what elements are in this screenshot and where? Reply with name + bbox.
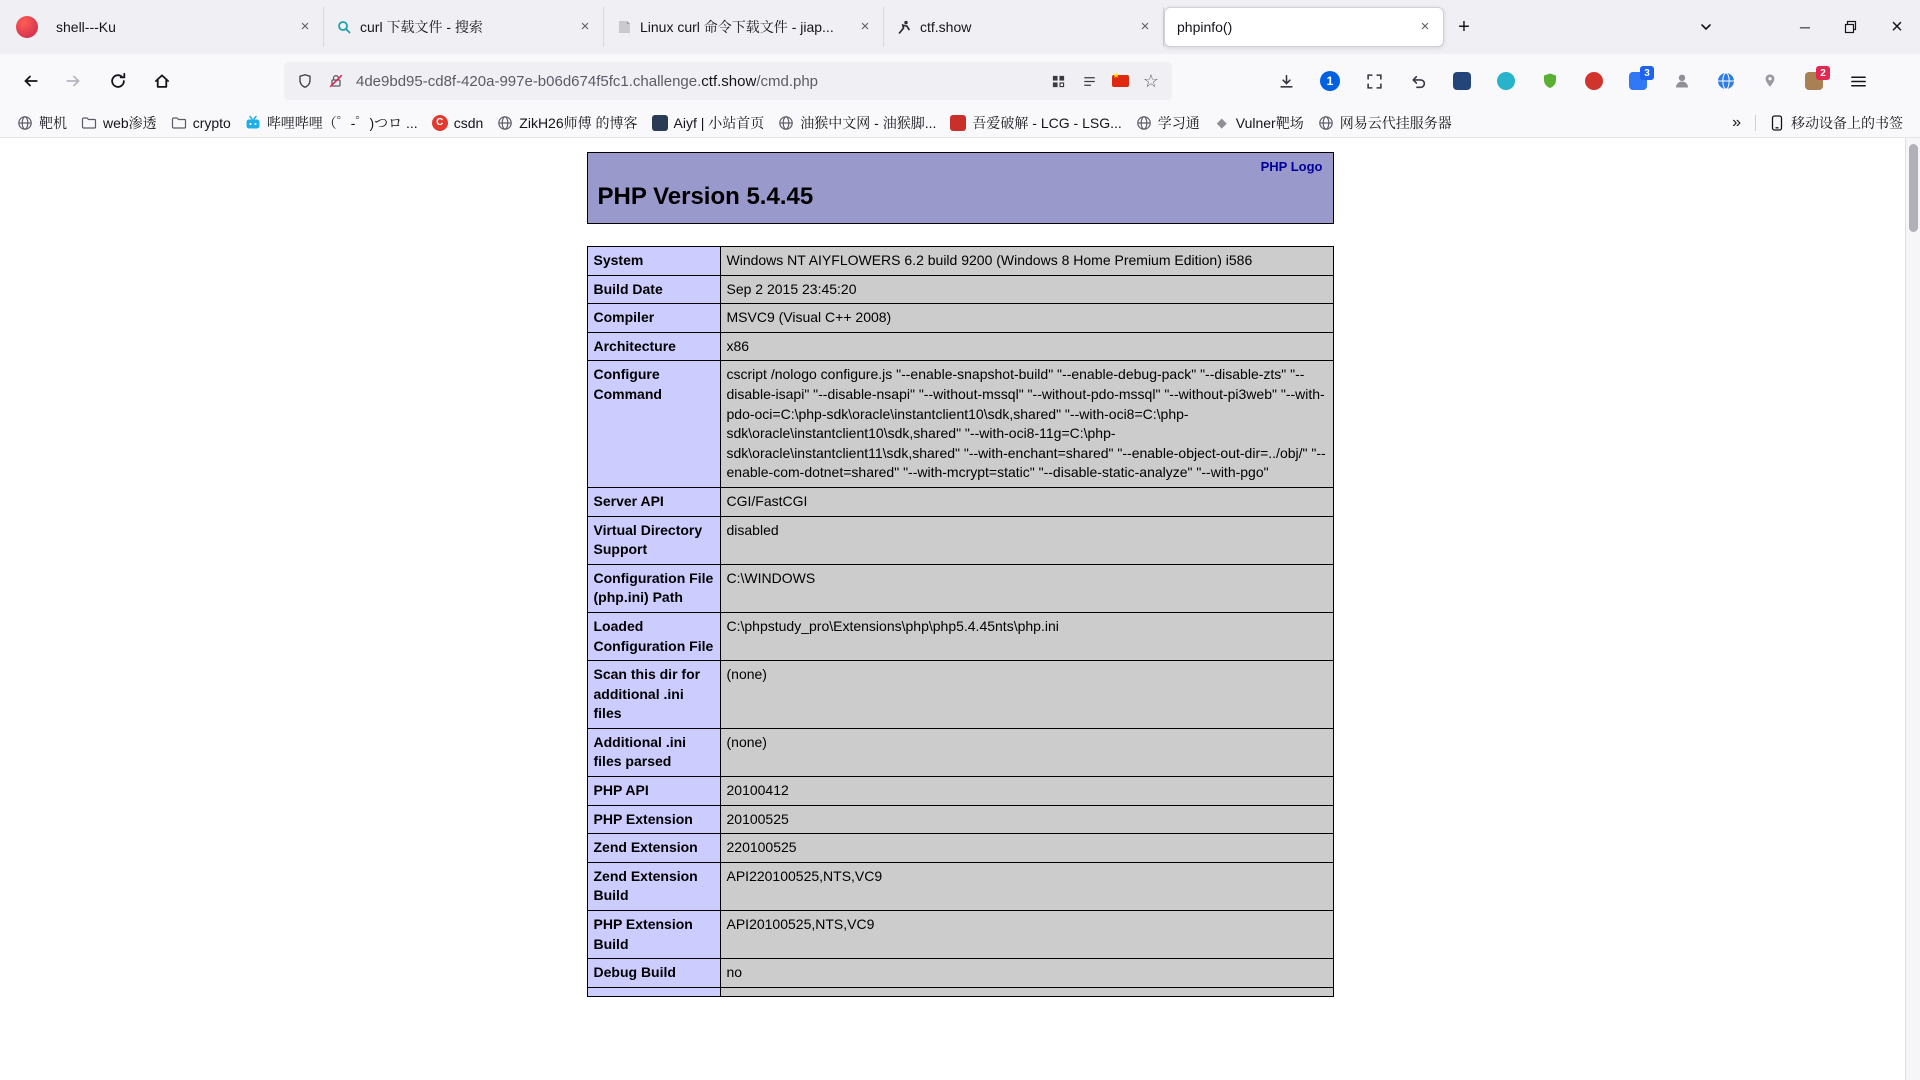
home-icon [153, 72, 171, 90]
bookmark-label: 靶机 [39, 114, 67, 131]
php-info-value: disabled [720, 516, 1333, 564]
green-shield-icon [1541, 72, 1559, 90]
bookmark-item-csdn[interactable] [425, 112, 491, 134]
php-info-label: Scan this dir for additional .ini files [587, 661, 720, 729]
download-icon [1278, 73, 1295, 90]
php-info-row [587, 862, 1333, 910]
globe-icon [17, 115, 33, 131]
bookmark-label: Aiyf | 小站首页 [673, 114, 765, 131]
php-info-label: Debug Build [587, 959, 720, 988]
crop-icon [1366, 73, 1383, 90]
php-info-label: Configure Command [587, 361, 720, 488]
php-info-row [587, 564, 1333, 612]
php-info-value: Windows NT AIYFLOWERS 6.2 build 9200 (Windows 8 Home Premium Edition) i586 [720, 247, 1333, 276]
bookmark-folder-crypto[interactable] [164, 112, 238, 134]
php-info-row [587, 247, 1333, 276]
bookmark-folder-websec[interactable] [74, 110, 164, 136]
person-icon [1673, 72, 1691, 90]
url-bar[interactable] [284, 62, 1172, 100]
globe-icon [497, 115, 513, 131]
bookmarks-overflow-button[interactable]: » [1724, 114, 1749, 132]
php-info-value: x86 [720, 332, 1333, 361]
php-info-value [720, 987, 1333, 996]
mobile-bookmarks-label: 移动设备上的书签 [1791, 114, 1903, 131]
bookmark-label: 网易云代挂服务器 [1339, 114, 1452, 131]
php-info-label: PHP API [587, 777, 720, 806]
php-info-value: API220100525,NTS,VC9 [720, 862, 1333, 910]
arrow-left-icon [21, 72, 39, 90]
bookmark-item-tampermonkey-cn[interactable] [771, 110, 943, 136]
restore-button[interactable] [1828, 0, 1874, 54]
php-info-row [587, 911, 1333, 959]
php-info-label [587, 987, 720, 996]
bookmark-item-bilibili[interactable] [238, 110, 425, 136]
php-info-row [587, 805, 1333, 834]
browser-viewport [0, 138, 1920, 1080]
phone-icon [1769, 115, 1785, 131]
tab-shell[interactable] [44, 7, 324, 47]
scrollbar[interactable] [1905, 138, 1920, 1080]
php-logo-link[interactable]: PHP Logo [1260, 159, 1323, 174]
extension-tan-button[interactable] [1796, 63, 1832, 99]
bookmark-label: 吾爱破解 - LCG - LSG... [972, 114, 1122, 131]
tab-title: Linux curl 命令下载文件 - jiap... [640, 19, 834, 35]
bookmark-label: ZikH26师傅 的博客 [519, 114, 638, 131]
site-icon [652, 115, 668, 131]
bookmark-item-xuexitong[interactable] [1129, 110, 1207, 136]
php-info-label: Zend Extension Build [587, 862, 720, 910]
php-info-label: PHP Extension Build [587, 911, 720, 959]
tab-title: shell---Ku [56, 19, 116, 35]
search-favicon-icon [336, 19, 352, 35]
php-info-row [587, 959, 1333, 988]
home-button[interactable] [144, 63, 180, 99]
tab-title: curl 下载文件 - 搜索 [360, 19, 483, 35]
php-info-table [587, 246, 1334, 997]
php-info-row [587, 275, 1333, 304]
php-info-value: Sep 2 2015 23:45:20 [720, 275, 1333, 304]
arrow-right-icon [65, 72, 83, 90]
bookmark-item-vulner-range[interactable] [1207, 110, 1311, 136]
flag-star-glyph: ★ [1112, 71, 1120, 80]
extension-location-button[interactable] [1752, 63, 1788, 99]
extension-red-button[interactable] [1576, 63, 1612, 99]
extension-teal-button[interactable] [1488, 63, 1524, 99]
document-favicon-icon [616, 19, 632, 35]
minimize-button[interactable]: ─ [1782, 0, 1828, 54]
php-info-label: Configuration File (php.ini) Path [587, 564, 720, 612]
bilibili-tv-icon [245, 115, 261, 131]
php-info-row [587, 661, 1333, 729]
bookmarks-separator [1755, 115, 1756, 131]
runner-favicon-icon [896, 19, 912, 35]
new-tab-button[interactable]: + [1448, 11, 1480, 43]
bookmark-item-netease-cloud[interactable] [1311, 110, 1459, 136]
url-subdomain: 4de9bd95-cd8f-420a-997e-b06d674f5fc1.challenge. [356, 72, 702, 90]
php-info-row [587, 834, 1333, 863]
php-info-value: MSVC9 (Visual C++ 2008) [720, 304, 1333, 333]
insecure-lock-icon[interactable] [325, 73, 347, 89]
php-info-row [587, 487, 1333, 516]
globe-colored-icon [1717, 72, 1735, 90]
darkblue-extension-icon [1453, 72, 1471, 90]
php-info-label: System [587, 247, 720, 276]
bookmark-item-aiyf[interactable] [645, 110, 772, 136]
extension-badge: 2 [1816, 66, 1830, 80]
php-info-row [587, 728, 1333, 776]
php-info-label: Virtual Directory Support [587, 516, 720, 564]
location-pin-icon [1762, 72, 1778, 90]
reader-mode-icon[interactable] [1078, 74, 1100, 89]
php-info-row [587, 332, 1333, 361]
red-circle-icon [1585, 72, 1603, 90]
tab-linux-curl[interactable] [604, 7, 884, 47]
bookmark-label: 学习通 [1157, 114, 1200, 131]
bookmark-label: 油猴中文网 - 油猴脚... [800, 114, 937, 131]
app-menu-button[interactable] [1840, 63, 1876, 99]
extension-darkblue-button[interactable] [1444, 63, 1480, 99]
php-info-row [587, 987, 1333, 996]
reload-button[interactable] [100, 63, 136, 99]
tab-curl-search[interactable] [324, 7, 604, 47]
bookmark-item-52pojie[interactable] [943, 110, 1128, 136]
teal-extension-icon [1497, 72, 1515, 90]
bookmark-star-icon[interactable]: ☆ [1140, 71, 1162, 92]
extension-adguard-button[interactable] [1532, 63, 1568, 99]
php-info-value: CGI/FastCGI [720, 487, 1333, 516]
reload-icon [109, 72, 127, 90]
php-info-row [587, 777, 1333, 806]
tab-close-icon[interactable]: × [1135, 17, 1155, 37]
badge-count: 1 [1320, 71, 1340, 91]
php-info-row [587, 304, 1333, 333]
tab-close-icon[interactable]: × [1415, 17, 1435, 37]
undo-history-button[interactable] [1400, 63, 1436, 99]
globe-icon [1136, 115, 1152, 131]
extension-badge: 3 [1640, 66, 1654, 80]
bookmark-label: web渗透 [103, 114, 157, 131]
php-info-value: no [720, 959, 1333, 988]
php-info-label: Additional .ini files parsed [587, 728, 720, 776]
php-info-value: API20100525,NTS,VC9 [720, 911, 1333, 959]
php-info-label: Architecture [587, 332, 720, 361]
firefox-view-button[interactable] [10, 10, 44, 44]
php-info-value: C:\phpstudy_pro\Extensions\php\php5.4.45nts\php.ini [720, 612, 1333, 660]
url-path: /cmd.php [756, 72, 819, 90]
tab-title: phpinfo() [1177, 19, 1233, 35]
back-button[interactable] [12, 63, 48, 99]
php-info-value: (none) [720, 661, 1333, 729]
php-info-row [587, 612, 1333, 660]
php-info-row [587, 516, 1333, 564]
firefox-icon [16, 16, 38, 38]
php-info-value: C:\WINDOWS [720, 564, 1333, 612]
globe-icon [1318, 115, 1334, 131]
php-info-label: Compiler [587, 304, 720, 333]
folder-icon [171, 115, 187, 131]
tab-close-icon[interactable]: × [575, 17, 595, 37]
php-version-title: PHP Version 5.4.45 [597, 183, 814, 210]
hamburger-menu-icon [1850, 73, 1867, 90]
url-text[interactable] [356, 73, 1038, 90]
navigation-toolbar [0, 54, 1920, 108]
phpinfo-page [587, 152, 1334, 997]
php-info-value: 220100525 [720, 834, 1333, 863]
close-button[interactable]: × [1874, 0, 1920, 54]
bookmark-label: Vulner靶场 [1235, 114, 1304, 131]
bookmark-label: 哔哩哔哩（゜-゜)つロ ... [266, 114, 418, 131]
php-info-value: 20100525 [720, 805, 1333, 834]
tab-phpinfo-active[interactable] [1164, 7, 1444, 47]
restore-icon [1844, 20, 1858, 34]
folder-icon [81, 115, 97, 131]
translate-flag-icon[interactable] [1109, 71, 1131, 87]
php-info-table-body [587, 247, 1333, 997]
window-controls [1782, 0, 1920, 54]
php-info-row [587, 361, 1333, 488]
gem-icon: ◆ [1216, 114, 1227, 130]
tab-close-icon[interactable]: × [295, 17, 315, 37]
undo-arrow-icon [1410, 73, 1427, 90]
php-info-label: Loaded Configuration File [587, 612, 720, 660]
screenshot-crop-button[interactable] [1356, 63, 1392, 99]
php-info-label: Server API [587, 487, 720, 516]
bookmarks-toolbar [0, 108, 1920, 138]
php-info-label: Build Date [587, 275, 720, 304]
csdn-icon: C [432, 115, 448, 131]
mobile-bookmarks-button[interactable] [1762, 110, 1910, 136]
tab-bar [0, 0, 1920, 54]
52pojie-icon [950, 115, 966, 131]
bookmark-item-zikh26-blog[interactable] [490, 110, 644, 136]
forward-button[interactable] [56, 63, 92, 99]
downloads-button[interactable] [1268, 63, 1304, 99]
url-domain: ctf.show [701, 72, 757, 90]
list-all-tabs-button[interactable] [1690, 11, 1722, 43]
tab-ctfshow[interactable] [884, 7, 1164, 47]
php-info-value: cscript /nologo configure.js "--enable-snapshot-build" "--enable-debug-pack" "--disable-zts" "--disable-isapi" "--disable-nsapi" "--without-mssql" "--without-pdo-mssql" "--without-pi3web" "--with-pdo-oci=C:\php-sdk\oracle\instantclient10\sdk,shared" "--with-oci8=C:\php-sdk\oracle\instantclient10\sdk,shared" "--with-oci8-11g=C:\php-sdk\oracle\instantclient11\sdk,shared" "--with-enchant=shared" "--enable-object-out-dir=../obj/" "--enable-com-dotnet=shared" "--with-mcrypt=static" "--disable-static-analyze" "--with-pgo" [720, 361, 1333, 488]
scrollbar-thumb[interactable] [1909, 144, 1918, 232]
php-version-header [587, 152, 1334, 224]
php-info-value: (none) [720, 728, 1333, 776]
bookmark-label: csdn [453, 114, 484, 131]
extension-account-button[interactable] [1664, 63, 1700, 99]
php-info-label: PHP Extension [587, 805, 720, 834]
extension-proxy-button[interactable] [1620, 63, 1656, 99]
chevron-down-icon [1698, 19, 1714, 35]
globe-icon [778, 115, 794, 131]
extension-globe-button[interactable] [1708, 63, 1744, 99]
tab-close-icon[interactable]: × [855, 17, 875, 37]
tab-title: ctf.show [920, 19, 972, 35]
notification-badge-button[interactable] [1312, 63, 1348, 99]
qr-grid-icon[interactable] [1047, 74, 1069, 89]
tracking-protection-shield-icon[interactable] [294, 73, 316, 89]
bookmark-label: crypto [192, 114, 231, 131]
php-info-label: Zend Extension [587, 834, 720, 863]
php-info-value: 20100412 [720, 777, 1333, 806]
bookmark-item-target-machine[interactable] [10, 110, 74, 136]
